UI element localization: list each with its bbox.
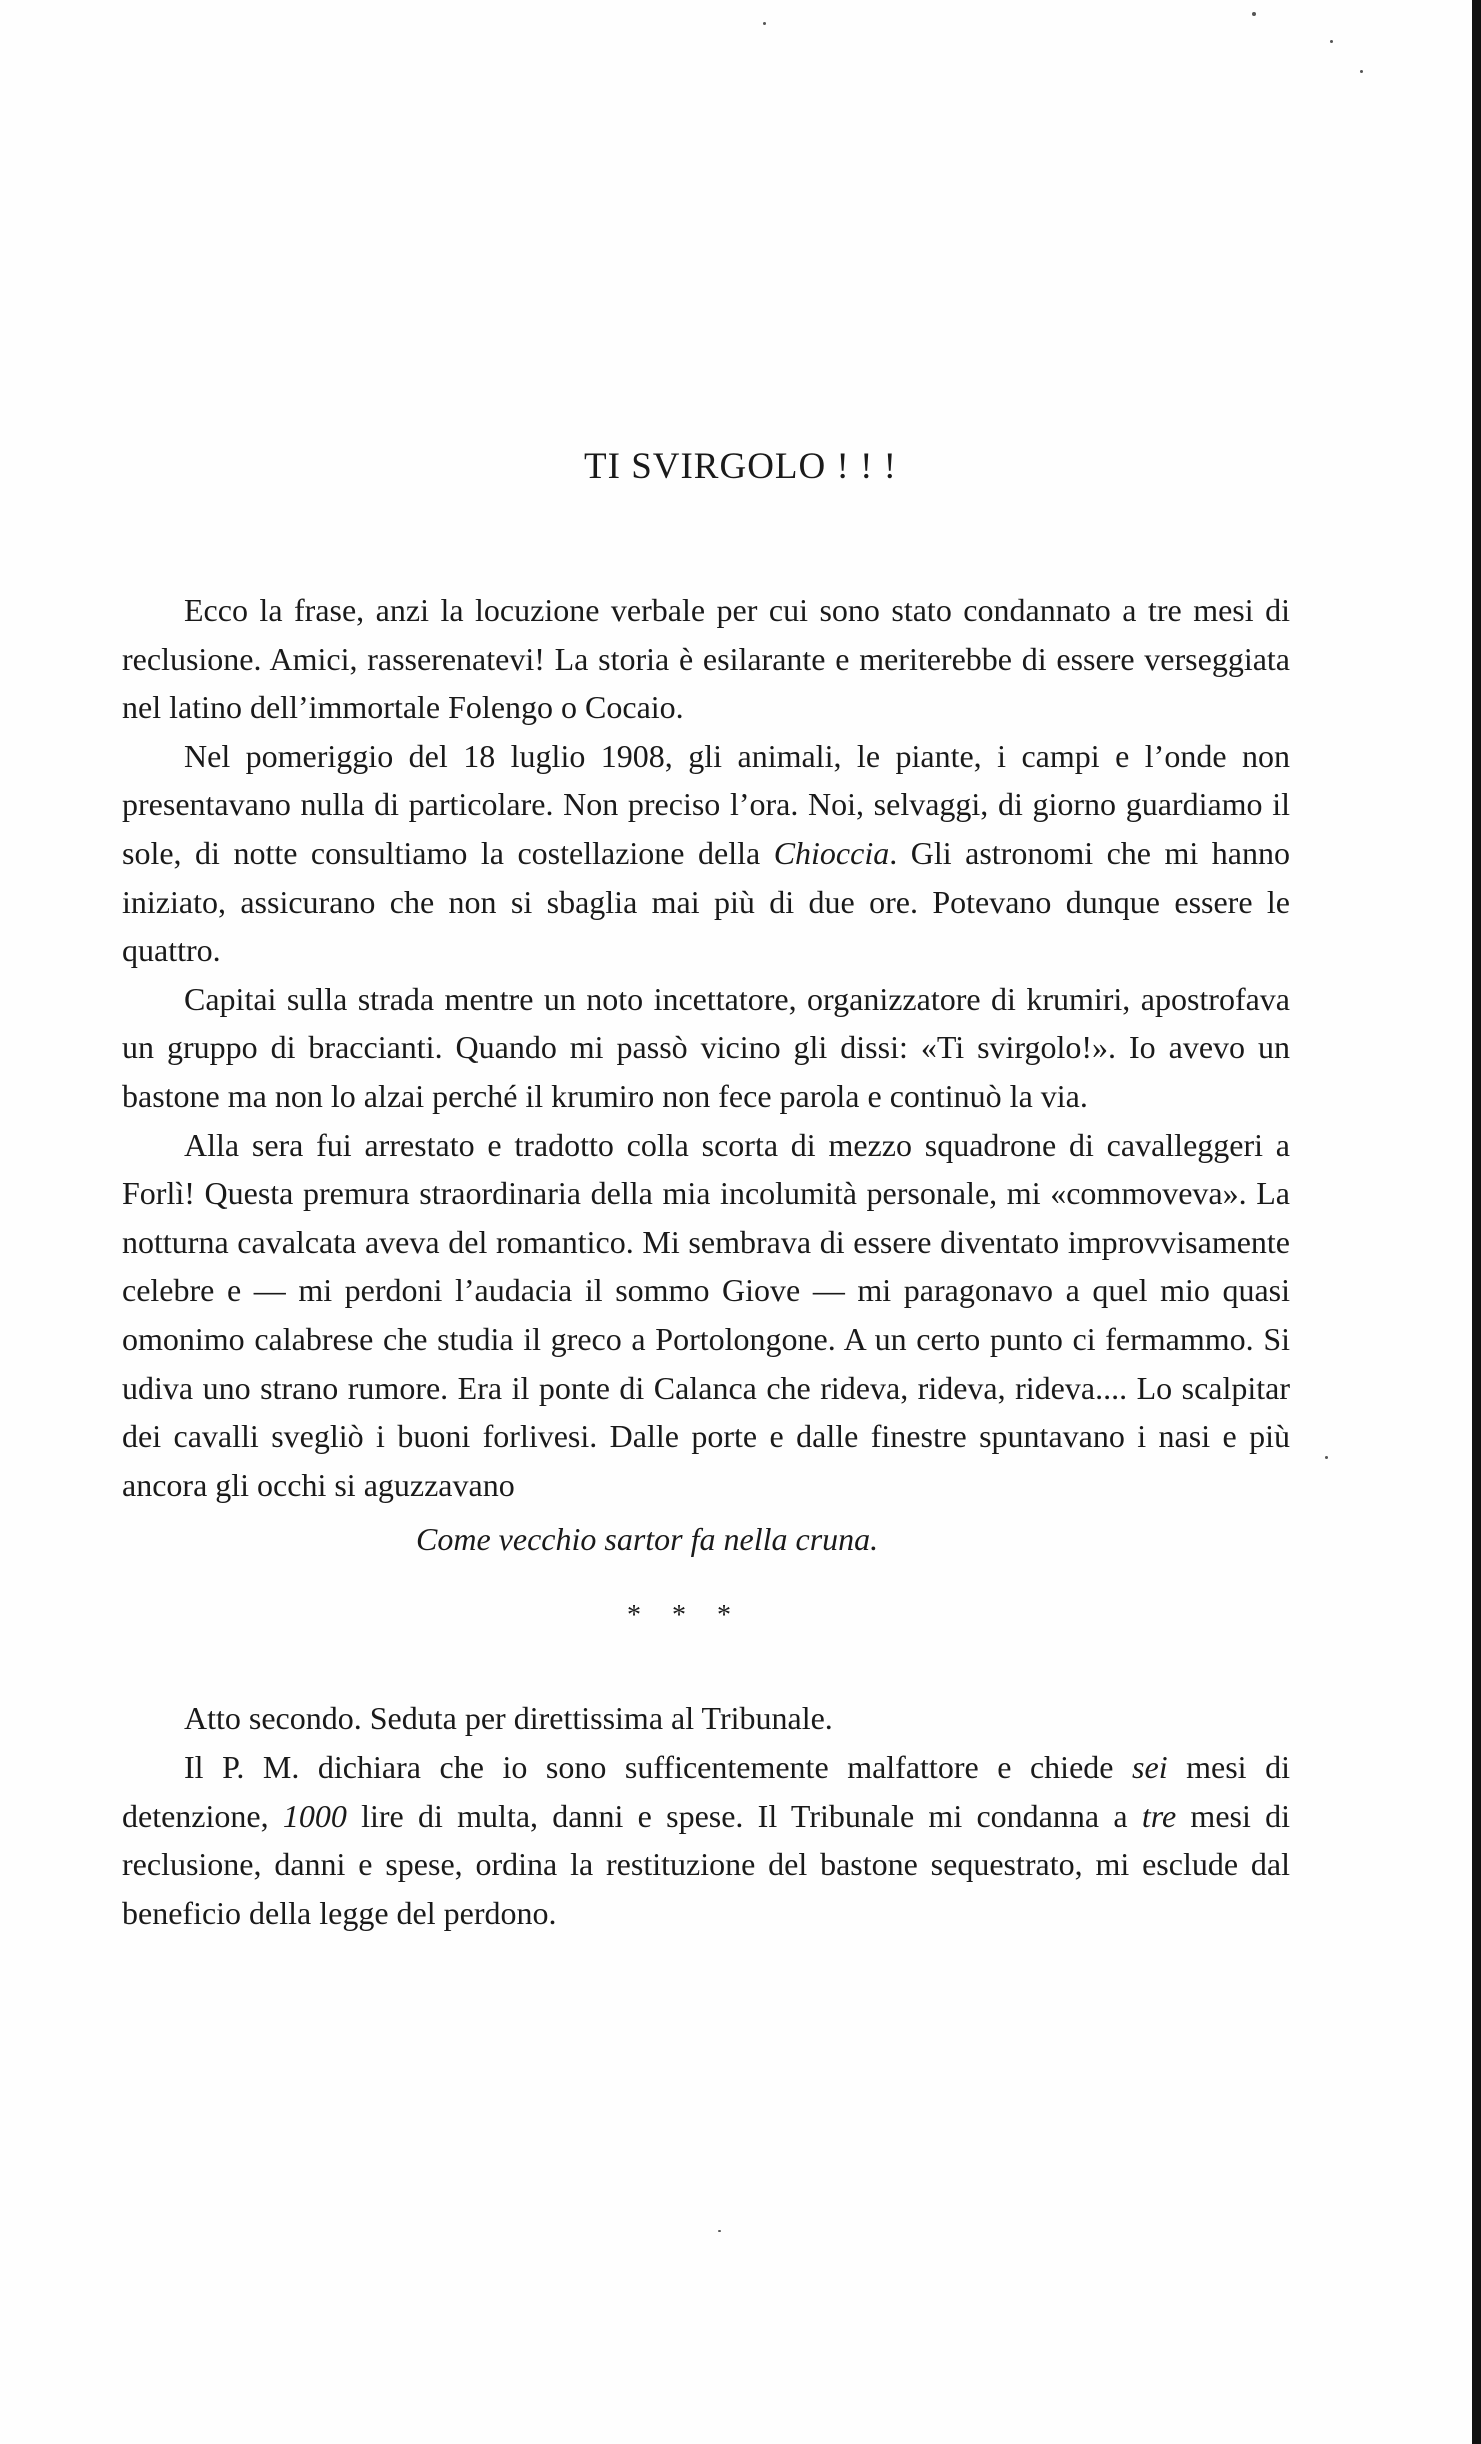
scan-speck — [763, 22, 766, 25]
section-separator: * * * — [627, 1599, 743, 1631]
page-title: TI SVIRGOLO ! ! ! — [584, 446, 897, 487]
scan-speck — [1325, 1456, 1328, 1459]
paragraph-6-text-c: lire di multa, danni e spese. Il Tribunale mi condanna a — [346, 1797, 1142, 1834]
paragraph-4: Alla sera fui arrestato e tradotto colla scorta di mezzo squadrone di cavalleggeri a Forlì! Questa premura straordinaria della mia incolumità personale, mi «commoveva». La notturna cavalcata aveva del romantico. Mi sembrava di essere diventato improvvisamente celebre e — mi perdoni l’audacia il sommo Giove — mi paragonavo a quel mio quasi omonimo calabrese che studia il greco a Portolongone. A un certo punto ci fermammo. Si udiva uno strano rumore. Era il ponte di Calanca che rideva, rideva, rideva.... Lo scalpitar dei cavalli svegliò i buoni forlivesi. Dalle porte e dalle finestre spuntavano i nasi e più ancora gli occhi si aguzzavano — [122, 1126, 1290, 1503]
scan-speck — [1360, 70, 1363, 73]
paragraph-6-italic-1: sei — [1132, 1749, 1168, 1786]
paragraph-5: Atto secondo. Seduta per direttissima al Tribunale. — [184, 1700, 833, 1737]
paragraph-6-text-a: Il P. M. dichiara che io sono sufficentemente malfattore e chiede — [184, 1749, 1133, 1786]
scan-speck — [1330, 40, 1333, 43]
scan-speck — [1252, 12, 1256, 16]
scan-border — [1472, 0, 1481, 2444]
paragraph-3: Capitai sulla strada mentre un noto incettatore, organizzatore di krumiri, apostrofava un gruppo di braccianti. Quando mi passò vicino gli dissi: «Ti svirgolo!». Io avevo un bastone ma non lo alzai perché il krumiro non fece parola e continuò la via. — [122, 980, 1290, 1114]
scan-speck — [718, 2230, 721, 2232]
paragraph-6 — [122, 1743, 1290, 1937]
paragraph-6-text-b: mesi di detenzione, — [122, 1749, 1291, 1834]
paragraph-1: Ecco la frase, anzi la locuzione verbale per cui sono stato condannato a tre mesi di reclusione. Amici, rasserenatevi! La storia è esilarante e meriterebbe di essere verseggiata nel latino dell’immortale Folengo o Cocaio. — [122, 592, 1290, 726]
paragraph-2 — [122, 732, 1290, 975]
paragraph-2-text-b: . Gli astronomi che mi hanno iniziato, assicurano che non si sbaglia mai più di due ore. Potevano dunque essere le quattro. — [122, 834, 1291, 969]
paragraph-6-italic-3: tre — [1141, 1797, 1177, 1834]
paragraph-2-italic: Chioccia — [773, 834, 890, 871]
body-text — [122, 586, 1290, 1937]
paragraph-6-text-d: mesi di reclusione, danni e spese, ordina la restituzione del bastone sequestrato, mi esclude dal beneficio della legge del perdono. — [122, 1797, 1291, 1931]
paragraph-6-italic-2: 1000 — [282, 1797, 347, 1834]
verse-quotation: Come vecchio sartor fa nella cruna. — [416, 1521, 879, 1558]
paragraph-2-text-a: Nel pomeriggio del 18 luglio 1908, gli animali, le piante, i campi e l’onde non presentavano nulla di particolare. Non preciso l’ora. Noi, selvaggi, di giorno guardiamo il sole, di notte consultiamo la costellazione della — [122, 737, 1290, 871]
